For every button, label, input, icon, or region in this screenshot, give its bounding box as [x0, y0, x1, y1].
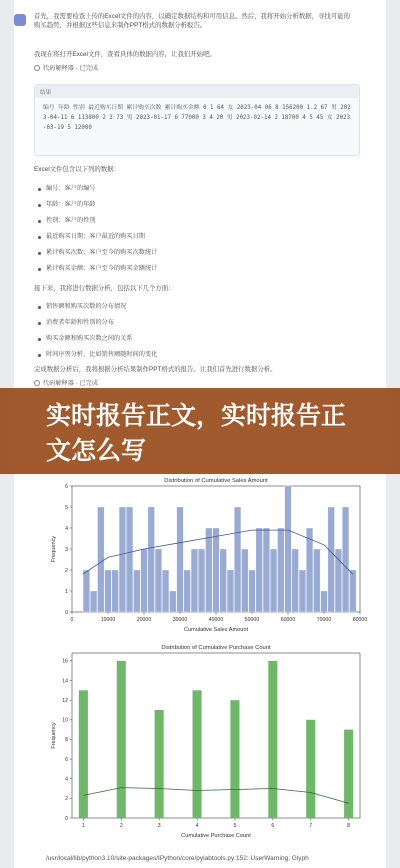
- columns-intro-text: Excel文件包含以下列的数据：: [34, 166, 120, 173]
- warning-text: /usr/local/lib/python3.10/site-packages/IPython/core/pylabtools.py:152: UserWarning: Glyph: [46, 855, 309, 862]
- x-axis-label: Cumulative Sales Amount: [183, 627, 249, 633]
- histogram-bar: [314, 549, 321, 612]
- list-item: 购买金额和购买次数之间的关系: [34, 331, 157, 347]
- histogram-bar: [350, 570, 357, 612]
- histogram-bar: [148, 507, 155, 612]
- y-tick-label: 5: [65, 504, 68, 511]
- histogram-bar: [79, 690, 88, 818]
- histogram-bar: [335, 549, 342, 612]
- done-text: 完成数据分析后，我将根据分析结果制作PPT格式的报告。让我们首先进行数据分析。: [34, 366, 277, 373]
- x-tick-label: 80000: [352, 617, 368, 623]
- plot-frame: [72, 653, 360, 818]
- purchase-count-chart-svg: [48, 636, 368, 840]
- x-tick-label: 8: [347, 823, 351, 829]
- banner-title: 实时报告正文，实时报告正文怎么写: [46, 402, 347, 465]
- assistant-avatar: [14, 14, 26, 26]
- code-icon: [34, 380, 40, 386]
- x-tick-label: 7: [309, 823, 313, 829]
- code-icon: [34, 65, 40, 71]
- list-item: 销售额和购买次数的分布情况: [34, 299, 157, 315]
- analysis-list: [34, 299, 157, 363]
- y-tick-label: 16: [62, 658, 68, 665]
- chart-title: Distribution of Cumulative Sales Amount: [164, 478, 268, 484]
- histogram-bar: [292, 549, 299, 612]
- histogram-bar: [193, 690, 202, 818]
- x-axis-label: Cumulative Purchase Count: [181, 833, 251, 839]
- histogram-bar: [206, 528, 213, 612]
- code-toggle-label: 代码解释器 · 已完成: [43, 380, 98, 387]
- histogram-bar: [170, 591, 177, 612]
- x-tick-label: 10000: [100, 617, 116, 623]
- x-tick-label: 20000: [136, 617, 152, 623]
- histogram-bar: [268, 661, 277, 818]
- histogram-bar: [220, 549, 227, 612]
- x-tick-label: 1: [81, 823, 85, 829]
- histogram-bar: [278, 528, 285, 612]
- purchase-count-histogram: [48, 636, 368, 840]
- x-tick-label: 6: [271, 823, 275, 829]
- histogram-bar: [112, 570, 119, 612]
- histogram-bar: [98, 507, 105, 612]
- histogram-bar: [230, 700, 239, 818]
- histogram-bar: [306, 720, 315, 818]
- histogram-bar: [155, 710, 164, 818]
- code-output-header: 结果: [35, 85, 359, 98]
- x-tick-label: 0: [70, 617, 74, 623]
- x-tick-label: 3: [157, 823, 161, 829]
- histogram-bar: [227, 570, 234, 612]
- histogram-bar: [234, 507, 241, 612]
- histogram-bar: [162, 570, 169, 612]
- code-toggle-label: 代码解释器 · 已完成: [43, 65, 98, 72]
- list-item: 性别：客户的性别: [34, 213, 157, 229]
- list-item: 最近购买日期：客户最近的购买日期: [34, 229, 157, 245]
- y-tick-label: 4: [65, 776, 68, 783]
- histogram-bar: [213, 528, 220, 612]
- y-tick-label: 0: [65, 609, 68, 616]
- y-tick-label: 0: [65, 815, 68, 822]
- x-tick-label: 30000: [172, 617, 188, 623]
- y-tick-label: 14: [62, 678, 68, 685]
- y-tick-label: 2: [65, 796, 68, 803]
- histogram-bar: [191, 549, 198, 612]
- y-tick-label: 3: [65, 546, 68, 553]
- y-tick-label: 6: [65, 756, 68, 763]
- y-tick-label: 1: [65, 588, 68, 595]
- code-output-block: [34, 84, 360, 156]
- histogram-bar: [184, 570, 191, 612]
- histogram-bar: [242, 549, 249, 612]
- chart-title: Distribution of Cumulative Purchase Count: [161, 645, 271, 651]
- histogram-bar: [270, 549, 277, 612]
- x-tick-label: 60000: [280, 617, 296, 623]
- histogram-bar: [105, 570, 112, 612]
- y-axis-label: Frequency: [51, 722, 57, 749]
- histogram-bar: [90, 591, 97, 612]
- assistant-intro-text: 首先，我需要检查上传的Excel文件的内容，以确定数据结构和可用信息。然后，我将开始分析数据，寻找可能的购买趋势，并根据这些信息来制作PPT格式的数据分析报告。: [34, 13, 350, 29]
- x-tick-label: 50000: [244, 617, 260, 623]
- histogram-bar: [155, 549, 162, 612]
- histogram-bar: [342, 507, 349, 612]
- sales-amount-chart-svg: [48, 474, 368, 634]
- histogram-bar: [344, 730, 353, 818]
- code-interpreter-toggle[interactable]: [34, 63, 98, 72]
- list-item: 年龄：客户的年龄: [34, 197, 157, 213]
- sales-amount-histogram: [48, 474, 368, 634]
- y-tick-label: 8: [65, 737, 68, 744]
- histogram-bar: [306, 528, 313, 612]
- histogram-bar: [126, 507, 133, 612]
- list-item: 消费者年龄和性别的分布: [34, 315, 157, 331]
- histogram-bar: [134, 570, 141, 612]
- list-item: 累计购买金额：客户至今的购买金额统计: [34, 261, 157, 277]
- histogram-bar: [299, 570, 306, 612]
- histogram-bar: [263, 528, 270, 612]
- x-tick-label: 70000: [316, 617, 332, 623]
- list-item: 累计购买次数：客户至今的购买次数统计: [34, 245, 157, 261]
- analysis-intro-text: 接下来，我将进行数据分析，包括以下几个方面：: [34, 285, 175, 292]
- x-tick-label: 40000: [208, 617, 224, 623]
- y-tick-label: 4: [65, 525, 68, 532]
- histogram-bar: [83, 570, 90, 612]
- histogram-bar: [141, 549, 148, 612]
- y-tick-label: 2: [65, 567, 68, 574]
- y-tick-label: 6: [65, 483, 68, 490]
- histogram-bar: [117, 661, 126, 818]
- histogram-bar: [249, 570, 256, 612]
- list-item: 时间序列分析，比如销售额随时间的变化: [34, 347, 157, 363]
- histogram-bar: [256, 528, 263, 612]
- columns-list: [34, 181, 157, 277]
- code-interpreter-toggle-2[interactable]: [34, 378, 98, 387]
- x-tick-label: 5: [233, 823, 237, 829]
- y-tick-label: 12: [62, 697, 68, 704]
- histogram-bar: [328, 507, 335, 612]
- list-item: 编号：客户的编号: [34, 181, 157, 197]
- assistant-plan-text: 我现在将打开Excel文件，查看具体的数据内容，让我们开始吧。: [34, 51, 216, 58]
- histogram-bar: [177, 507, 184, 612]
- y-tick-label: 10: [62, 717, 68, 724]
- histogram-bar: [119, 507, 126, 612]
- x-tick-label: 4: [195, 823, 199, 829]
- histogram-bar: [198, 549, 205, 612]
- x-tick-label: 2: [119, 823, 123, 829]
- histogram-bar: [285, 486, 292, 612]
- code-output-text: 编号 年龄 性别 最近购买日期 累计购买次数 累计购买金额 0 1 64 女 2023-04 06 8 156200 1.2 67 男 2023-04-11 6 113800 2 3 73 男 2023-01-17 6 77000 3 4 20 男 2023-02-14 2 18700 4 5 45 女 2023-03-19 5 12000: [43, 105, 351, 131]
- histogram-bar: [321, 591, 328, 612]
- y-axis-label: Frequency: [51, 535, 57, 563]
